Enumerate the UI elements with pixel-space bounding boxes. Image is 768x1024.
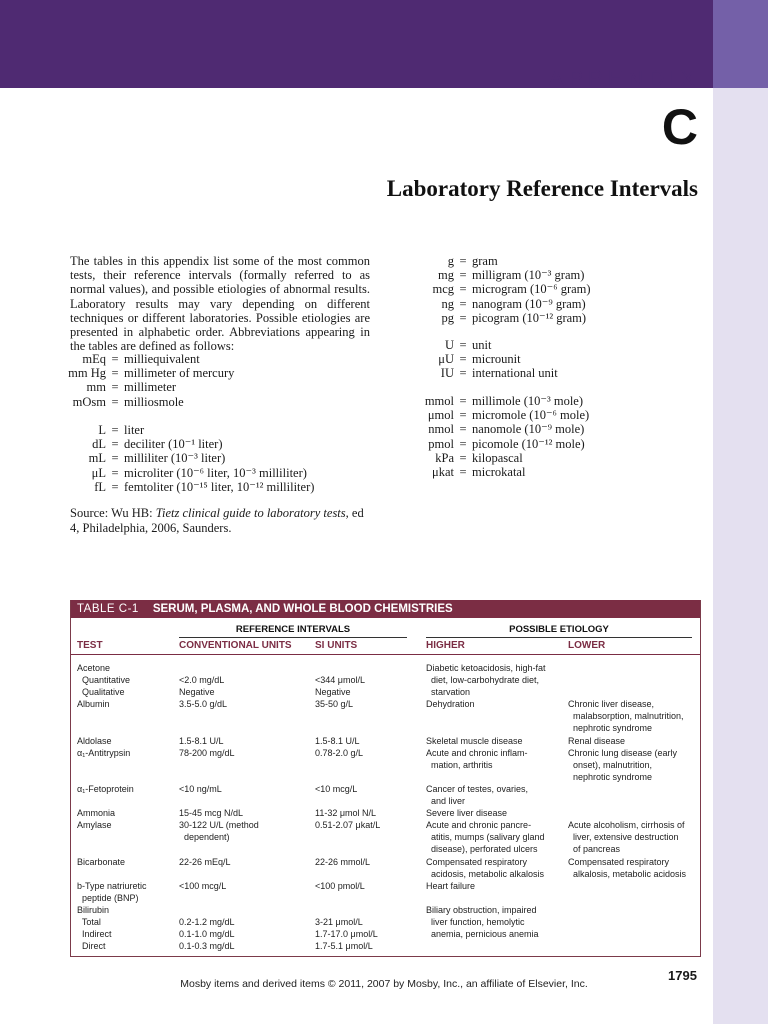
cell-si: 11-32 μmol N/L <box>315 808 377 818</box>
abbreviation-term: L <box>98 423 106 437</box>
abbreviation-term: pg <box>441 310 454 325</box>
cell-conventional: 3.5-5.0 g/dL <box>179 699 228 709</box>
equals-sign: = <box>459 282 467 297</box>
abbreviation-term: mL <box>88 451 106 466</box>
cell-test: Bicarbonate <box>77 857 126 867</box>
abbreviation-term: dL <box>92 437 106 452</box>
cell-conventional: 30-122 U/L (method dependent) <box>179 820 259 842</box>
abbreviation-definition: liter <box>124 423 145 437</box>
abbreviation-definition: milligram (10⁻³ gram) <box>472 268 585 283</box>
cell-conventional: Negative <box>179 687 215 697</box>
cell-si: 1.5-8.1 U/L <box>315 736 360 746</box>
cell-higher: Cancer of testes, ovaries, and liver <box>426 784 529 806</box>
cell-si: 0.51-2.07 μkat/L <box>315 820 381 830</box>
abbreviation-definition: unit <box>472 338 492 352</box>
cell-higher: Acute and chronic inflam- mation, arthritis <box>426 748 528 770</box>
cell-lower: Renal disease <box>568 736 626 746</box>
cell-test: Total <box>77 917 101 927</box>
equals-sign: = <box>111 423 119 437</box>
cell-conventional: 0.1-0.3 mg/dL <box>179 941 235 951</box>
abbreviation-row <box>404 254 591 268</box>
abbreviation-definition: microgram (10⁻⁶ gram) <box>472 282 591 297</box>
col-header-conventional: CONVENTIONAL UNITS <box>179 640 292 651</box>
header-divider <box>71 654 700 655</box>
side-tab-top <box>713 0 768 88</box>
abbreviation-row <box>56 480 314 494</box>
cell-test: Qualitative <box>77 687 125 697</box>
group-header-etiology: POSSIBLE ETIOLOGY <box>509 624 609 635</box>
equals-sign: = <box>111 451 119 466</box>
abbreviation-term: mOsm <box>72 394 106 409</box>
abbreviation-definition: microunit <box>472 352 521 367</box>
abbreviation-term: mcg <box>432 282 454 297</box>
intro-paragraph: The tables in this appendix list some of the most common tests, their reference intervals (formally referred to as normal values), and possible etiologies of abnormal results. Laboratory results may vary depending on different techniques or different laboratories. Possible etiologies are presented in alphabetic order. Abbreviations appearing in the tables are defined as follows: <box>70 254 370 354</box>
abbreviation-definition: milliequivalent <box>124 352 200 366</box>
abbreviation-term: ng <box>441 296 454 311</box>
cell-higher: Biliary obstruction, impaired liver function, hemolytic anemia, pernicious anemia <box>426 905 539 939</box>
abbreviation-definition: kilopascal <box>472 450 523 465</box>
equals-sign: = <box>459 436 467 451</box>
abbreviation-row <box>404 465 589 479</box>
abbreviation-definition: picogram (10⁻¹² gram) <box>472 310 587 325</box>
cell-si: 3-21 μmol/L <box>315 917 363 927</box>
equals-sign: = <box>459 408 467 423</box>
abbreviation-row <box>404 352 558 366</box>
abbreviation-row <box>56 451 314 465</box>
abbreviation-row <box>404 338 558 352</box>
abbreviation-list <box>56 423 314 494</box>
equals-sign: = <box>459 296 467 311</box>
abbreviation-term: μkat <box>432 465 454 480</box>
cell-si: Negative <box>315 687 351 697</box>
abbreviation-term: mEq <box>82 352 106 366</box>
cell-si: 1.7-5.1 μmol/L <box>315 941 373 951</box>
equals-sign: = <box>111 352 119 366</box>
abbreviation-row <box>56 352 234 366</box>
abbreviation-term: pmol <box>428 436 454 451</box>
abbreviation-definition: milliosmole <box>124 394 184 409</box>
cell-test: b-Type natriuretic peptide (BNP) <box>77 881 147 903</box>
abbreviation-row <box>404 268 591 282</box>
cell-si: 1.7-17.0 μmol/L <box>315 929 378 939</box>
equals-sign: = <box>111 394 119 409</box>
group-rule <box>426 637 692 638</box>
abbreviation-definition: milliliter (10⁻³ liter) <box>124 451 226 466</box>
cell-lower: Chronic lung disease (early onset), malnutrition, nephrotic syndrome <box>568 748 678 782</box>
equals-sign: = <box>459 352 467 367</box>
abbreviation-row <box>404 437 589 451</box>
abbreviation-definition: millimeter <box>124 380 177 395</box>
equals-sign: = <box>459 268 467 283</box>
equals-sign: = <box>459 366 467 381</box>
table-caption: SERUM, PLASMA, AND WHOLE BLOOD CHEMISTRIES <box>152 603 453 615</box>
cell-higher: Severe liver disease <box>426 808 508 818</box>
abbreviation-row <box>404 451 589 465</box>
cell-si: 22-26 mmol/L <box>315 857 371 867</box>
page-number: 1795 <box>668 968 697 983</box>
appendix-letter: C <box>661 99 698 155</box>
abbreviation-list <box>404 254 591 325</box>
abbreviation-definition: nanogram (10⁻⁹ gram) <box>472 296 586 311</box>
equals-sign: = <box>459 394 467 408</box>
equals-sign: = <box>111 380 119 395</box>
abbreviation-term: mm Hg <box>68 366 106 381</box>
equals-sign: = <box>459 450 467 465</box>
abbreviation-definition: picomole (10⁻¹² mole) <box>472 436 585 451</box>
cell-conventional: 1.5-8.1 U/L <box>179 736 224 746</box>
cell-test: Acetone <box>77 663 111 673</box>
abbreviation-term: μL <box>91 465 106 480</box>
cell-test: Albumin <box>77 699 110 709</box>
cell-lower: Compensated respiratory alkalosis, metabolic acidosis <box>568 857 687 879</box>
col-header-higher: HIGHER <box>426 640 465 651</box>
cell-si: 0.78-2.0 g/L <box>315 748 364 758</box>
side-strip <box>713 88 768 1024</box>
cell-conventional: <100 mcg/L <box>179 881 227 891</box>
abbreviation-definition: microliter (10⁻⁶ liter, 10⁻³ milliliter) <box>124 465 307 480</box>
cell-test: Direct <box>77 941 106 951</box>
cell-conventional: 15-45 mcg N/dL <box>179 808 244 818</box>
abbreviation-row <box>404 297 591 311</box>
abbreviation-row <box>56 380 234 394</box>
col-header-test: TEST <box>77 640 103 651</box>
cell-higher: Dehydration <box>426 699 475 709</box>
abbreviation-row <box>404 366 558 380</box>
cell-conventional: 0.1-1.0 mg/dL <box>179 929 235 939</box>
abbreviation-row <box>404 394 589 408</box>
abbreviation-definition: femtoliter (10⁻¹⁵ liter, 10⁻¹² milliliter) <box>124 479 315 494</box>
equals-sign: = <box>459 422 467 437</box>
abbreviation-row <box>404 422 589 436</box>
source-prefix: Source: Wu HB: <box>70 506 156 520</box>
equals-sign: = <box>111 479 119 494</box>
group-header-reference: REFERENCE INTERVALS <box>235 624 351 635</box>
abbreviation-term: fL <box>94 479 106 494</box>
cell-test: Bilirubin <box>77 905 110 915</box>
abbreviation-definition: microkatal <box>472 465 526 480</box>
cell-higher: Acute and chronic pancre- atitis, mumps (salivary gland disease), perforated ulcers <box>426 820 545 854</box>
appendix-label: APPENDIX <box>548 66 700 91</box>
abbreviation-definition: millimole (10⁻³ mole) <box>472 394 584 408</box>
cell-lower: Chronic liver disease, malabsorption, malnutrition, nephrotic syndrome <box>568 699 684 733</box>
cell-si: 35-50 g/L <box>315 699 354 709</box>
abbreviation-row <box>56 366 234 380</box>
cell-conventional: 78-200 mg/dL <box>179 748 235 758</box>
page-title: Laboratory Reference Intervals <box>386 176 698 201</box>
abbreviation-term: IU <box>440 366 454 381</box>
cell-higher: Compensated respiratory acidosis, metabolic alkalosis <box>426 857 545 879</box>
abbreviation-term: nmol <box>428 422 454 437</box>
table-label: TABLE C-1 <box>77 603 139 615</box>
abbreviation-row <box>56 437 314 451</box>
abbreviation-row <box>404 282 591 296</box>
abbreviation-list <box>404 394 589 479</box>
cell-si: <100 pmol/L <box>315 881 365 891</box>
abbreviation-term: mm <box>86 380 106 395</box>
cell-test: Amylase <box>77 820 112 830</box>
equals-sign: = <box>111 437 119 452</box>
equals-sign: = <box>459 465 467 480</box>
abbreviation-list <box>404 338 558 381</box>
equals-sign: = <box>111 366 119 381</box>
abbreviation-row <box>56 423 314 437</box>
cell-test: α₁-Antitrypsin <box>77 748 131 758</box>
source-suffix: ed 4, Philadelphia, 2006, Saunders. <box>70 506 364 535</box>
abbreviation-term: μmol <box>427 408 454 423</box>
copyright-footer: Mosby items and derived items © 2011, 2007 by Mosby, Inc., an affiliate of Elsevier, Inc. <box>180 978 588 990</box>
abbreviation-row <box>404 408 589 422</box>
abbreviation-definition: millimeter of mercury <box>124 366 235 381</box>
cell-si: <344 μmol/L <box>315 675 365 685</box>
equals-sign: = <box>459 310 467 325</box>
cell-higher: Heart failure <box>426 881 476 891</box>
cell-test: Quantitative <box>77 675 131 685</box>
abbreviation-term: μU <box>438 352 454 367</box>
abbreviation-definition: international unit <box>472 366 558 381</box>
cell-conventional: 0.2-1.2 mg/dL <box>179 917 235 927</box>
lab-table <box>70 600 701 957</box>
abbreviation-definition: gram <box>472 254 498 268</box>
cell-test: Aldolase <box>77 736 112 746</box>
group-rule <box>179 637 407 638</box>
abbreviation-term: mg <box>438 268 454 283</box>
col-header-lower: LOWER <box>568 640 606 651</box>
equals-sign: = <box>459 338 467 352</box>
abbreviation-term: U <box>444 338 454 352</box>
abbreviation-term: g <box>447 254 454 268</box>
cell-test: α₁-Fetoprotein <box>77 784 134 794</box>
cell-higher: Skeletal muscle disease <box>426 736 523 746</box>
abbreviation-definition: nanomole (10⁻⁹ mole) <box>472 422 585 437</box>
cell-test: Ammonia <box>77 808 116 818</box>
abbreviation-row <box>56 395 234 409</box>
abbreviation-list <box>56 352 234 409</box>
cell-higher: Diabetic ketoacidosis, high-fat diet, low-carbohydrate diet, starvation <box>426 663 546 697</box>
abbreviation-term: kPa <box>435 450 454 465</box>
abbreviation-row <box>404 311 591 325</box>
abbreviation-term: mmol <box>424 394 454 408</box>
abbreviation-row <box>56 466 314 480</box>
abbreviation-definition: deciliter (10⁻¹ liter) <box>124 437 223 452</box>
cell-conventional: 22-26 mEq/L <box>179 857 231 867</box>
cell-lower: Acute alcoholism, cirrhosis of liver, extensive destruction of pancreas <box>568 820 685 854</box>
cell-test: Indirect <box>77 929 112 939</box>
col-header-si: SI UNITS <box>315 640 358 651</box>
equals-sign: = <box>459 254 467 268</box>
table-title-bar <box>71 600 700 618</box>
source-citation <box>70 506 370 536</box>
cell-si: <10 mcg/L <box>315 784 358 794</box>
equals-sign: = <box>111 465 119 480</box>
abbreviation-definition: micromole (10⁻⁶ mole) <box>472 408 590 423</box>
cell-conventional: <10 ng/mL <box>179 784 222 794</box>
source-book-title: Tietz clinical guide to laboratory tests, <box>155 506 349 520</box>
cell-conventional: <2.0 mg/dL <box>179 675 225 685</box>
